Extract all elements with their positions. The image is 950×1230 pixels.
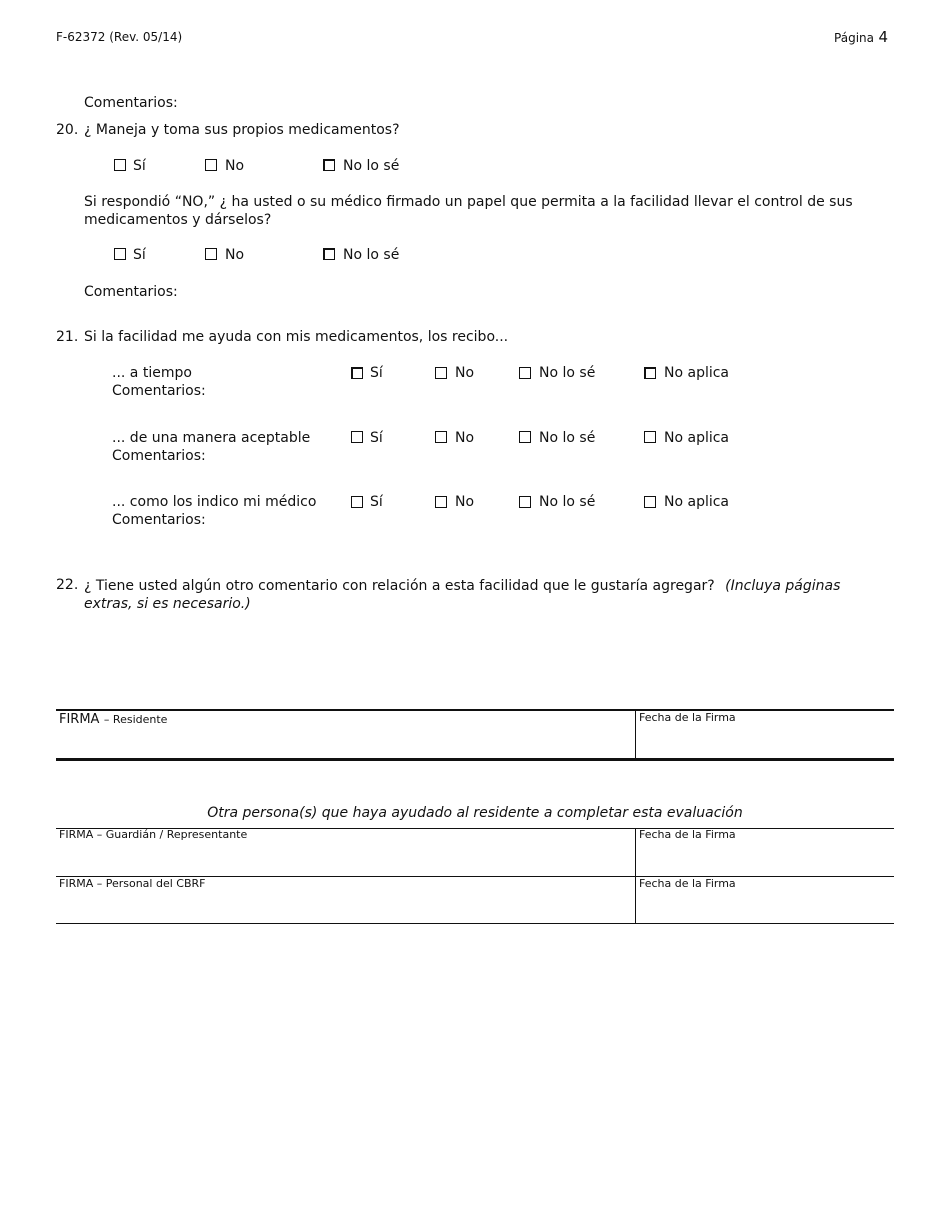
signature-top-rule bbox=[56, 709, 894, 711]
q20-unknown-checkbox[interactable] bbox=[323, 159, 335, 171]
resident-date-field[interactable]: Fecha de la Firma bbox=[639, 711, 736, 724]
q21-row2-no-label: No bbox=[455, 430, 475, 446]
q20-no-label: No bbox=[225, 158, 245, 174]
q21-row3-yes-label: Sí bbox=[370, 494, 383, 510]
q21-number: 21. bbox=[56, 329, 79, 345]
q21-row3-no-label: No bbox=[455, 494, 475, 510]
q21-row1-unknown-label: No lo sé bbox=[539, 365, 596, 381]
form-id: F-62372 (Rev. 05/14) bbox=[56, 30, 183, 44]
signature-bottom-rule bbox=[56, 758, 894, 761]
q21-row1-no-label: No bbox=[455, 365, 475, 381]
q22-question: ¿ Tiene usted algún otro comentario con relación a esta facilidad que le gustaría agregar? bbox=[84, 578, 715, 594]
resident-signature-field[interactable] bbox=[59, 711, 167, 727]
q21-row3-comments: Comentarios: bbox=[112, 512, 206, 528]
q21-row3-yes-checkbox[interactable] bbox=[351, 496, 363, 508]
q21-row1-comments: Comentarios: bbox=[112, 383, 206, 399]
q21-row2-unknown-checkbox[interactable] bbox=[519, 431, 531, 443]
q21-row3-na-label: No aplica bbox=[664, 494, 730, 510]
comments-label-top: Comentarios: bbox=[84, 95, 178, 111]
page-indicator bbox=[834, 28, 888, 46]
q21-row1-no-checkbox[interactable] bbox=[435, 367, 447, 379]
q20-followup-yes-label: Sí bbox=[133, 247, 146, 263]
q21-row2-comments: Comentarios: bbox=[112, 448, 206, 464]
q20-yes-label: Sí bbox=[133, 158, 146, 174]
q21-row2-label: ... de una manera aceptable bbox=[112, 430, 311, 446]
others-rule-3 bbox=[56, 923, 894, 924]
q20-yes-checkbox[interactable] bbox=[114, 159, 126, 171]
q21-row1-na-label: No aplica bbox=[664, 365, 730, 381]
guardian-date-field[interactable]: Fecha de la Firma bbox=[639, 828, 736, 841]
q21-row1-na-checkbox[interactable] bbox=[644, 367, 656, 379]
q22-note: (Incluya páginas extras, si es necesario.) bbox=[84, 578, 841, 612]
firma-label: FIRMA bbox=[59, 712, 100, 727]
q20-number: 20. bbox=[56, 122, 79, 138]
q21-row2-no-checkbox[interactable] bbox=[435, 431, 447, 443]
q22-number: 22. bbox=[56, 577, 79, 593]
staff-signature-field[interactable]: FIRMA – Personal del CBRF bbox=[59, 877, 206, 890]
q21-row2-na-checkbox[interactable] bbox=[644, 431, 656, 443]
q20-followup-unknown-label: No lo sé bbox=[343, 247, 400, 263]
q20-unknown-label: No lo sé bbox=[343, 158, 400, 174]
q21-row3-na-checkbox[interactable] bbox=[644, 496, 656, 508]
q20-followup-yes-checkbox[interactable] bbox=[114, 248, 126, 260]
q21-row1-yes-checkbox[interactable] bbox=[351, 367, 363, 379]
guardian-signature-field[interactable]: FIRMA – Guardián / Representante bbox=[59, 828, 248, 841]
q21-row3-label: ... como los indico mi médico bbox=[112, 494, 317, 510]
q21-row2-unknown-label: No lo sé bbox=[539, 430, 596, 446]
q20-followup-no-label: No bbox=[225, 247, 245, 263]
q21-row1-label: ... a tiempo bbox=[112, 365, 192, 381]
q20-followup-no-checkbox[interactable] bbox=[205, 248, 217, 260]
q21-row1-yes-label: Sí bbox=[370, 365, 383, 381]
q20-followup-unknown-checkbox[interactable] bbox=[323, 248, 335, 260]
q21-row1-unknown-checkbox[interactable] bbox=[519, 367, 531, 379]
q21-row2-na-label: No aplica bbox=[664, 430, 730, 446]
staff-date-field[interactable]: Fecha de la Firma bbox=[639, 877, 736, 890]
q21-row2-yes-label: Sí bbox=[370, 430, 383, 446]
signature-divider bbox=[635, 711, 636, 759]
resident-suffix: – Residente bbox=[103, 713, 168, 726]
q20-comments-label: Comentarios: bbox=[84, 284, 178, 300]
q20-no-checkbox[interactable] bbox=[205, 159, 217, 171]
q21-row3-unknown-label: No lo sé bbox=[539, 494, 596, 510]
q20-followup: Si respondió “NO,” ¿ ha usted o su médico firmado un papel que permita a la facilidad llevar el control de sus medicamentos y dárselos? bbox=[84, 194, 853, 228]
q21-row3-unknown-checkbox[interactable] bbox=[519, 496, 531, 508]
q21-row3-no-checkbox[interactable] bbox=[435, 496, 447, 508]
page-label: Página bbox=[834, 31, 874, 45]
q21-row2-yes-checkbox[interactable] bbox=[351, 431, 363, 443]
page-number: 4 bbox=[878, 28, 888, 46]
q22-text bbox=[84, 577, 890, 613]
q21-question: Si la facilidad me ayuda con mis medicamentos, los recibo... bbox=[84, 329, 509, 345]
q20-question: ¿ Maneja y toma sus propios medicamentos? bbox=[84, 122, 400, 138]
others-title: Otra persona(s) que haya ayudado al residente a completar esta evaluación bbox=[207, 805, 743, 821]
